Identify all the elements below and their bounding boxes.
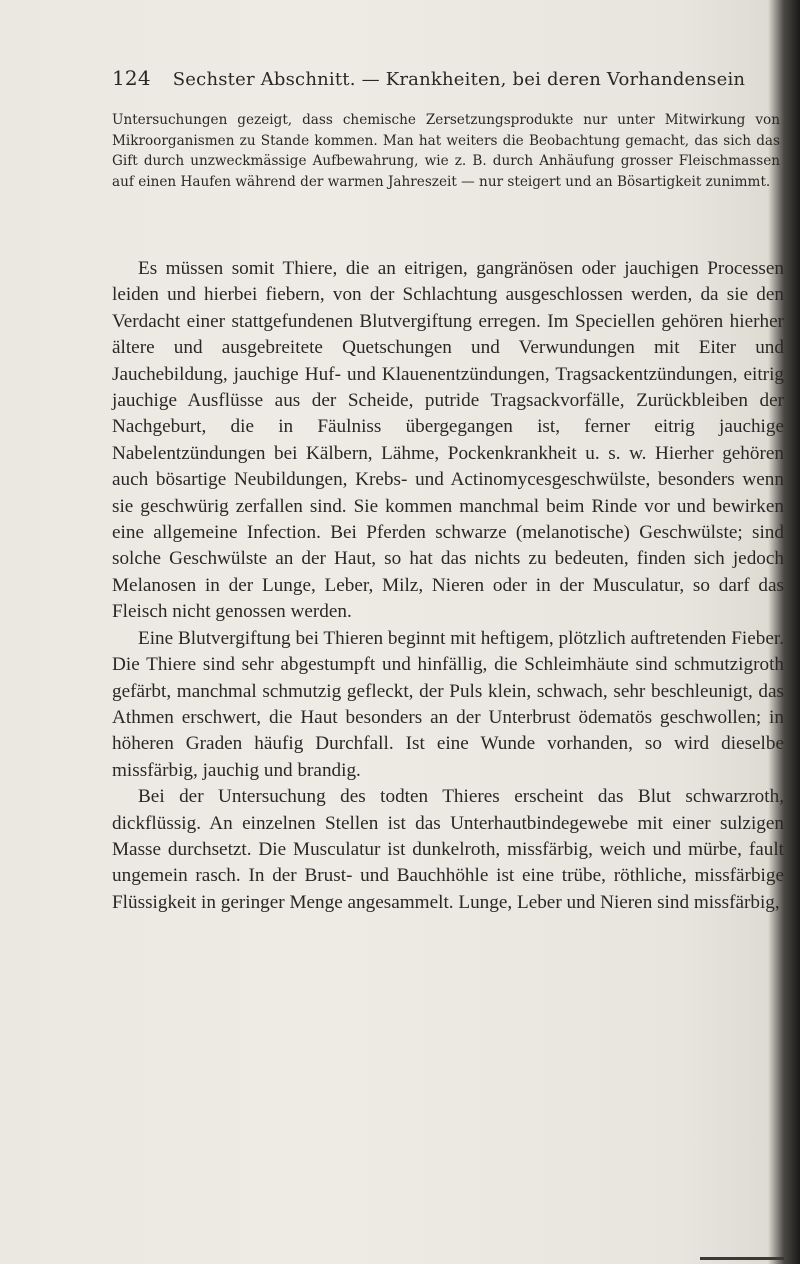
main-text xyxy=(112,256,784,916)
paragraph-2: Eine Blutvergiftung bei Thieren beginnt mit heftigem, plötzlich auftretenden Fieber. Die Thiere sind sehr abgestumpft und hinfällig, die Schleimhäute sind schmutzigroth gefärbt, manchmal schmutzig gefleckt, der Puls klein, schwach, sehr beschleunigt, das Athmen erschwert, die Haut besonders an der Unterbrust ödematös geschwollen; in höheren Graden häufig Durchfall. Ist eine Wunde vorhanden, so wird dieselbe missfärbig, jauchig und brandig. xyxy=(112,627,784,781)
running-header xyxy=(112,66,746,96)
page-number: 124 xyxy=(112,66,151,90)
page-edge-mark xyxy=(700,1257,784,1260)
paragraph-3: Bei der Untersuchung des todten Thieres erscheint das Blut schwarzroth, dickflüssig. An einzelnen Stellen ist das Unterhautbindegewebe mit einer sulzigen Masse durchsetzt. Die Musculatur ist dunkelroth, missfärbig, weich und mürbe, fault ungemein rasch. In der Brust- und Bauchhöhle ist eine trübe, röthliche, missfärbige Flüssigkeit in geringer Menge angesammelt. Lunge, Leber und Nieren sind missfärbig, xyxy=(112,786,784,913)
paragraph-1: Es müssen somit Thiere, die an eitrigen, gangränösen oder jauchigen Processen leiden und hierbei fiebern, von der Schlachtung ausgeschlossen werden, da sie den Verdacht einer stattgefundenen Blutvergiftung erregen. Im Speciellen gehören hierher ältere und ausgebreitete Quetschungen und Verwundungen mit Eiter und Jauchebildung, jauchige Huf- und Klauenentzündungen, Tragsackentzündungen, eitrig jauchige Ausflüsse aus der Scheide, putride Tragsackvorfälle, Zurückbleiben der Nachgeburt, die in Fäulniss übergegangen ist, ferner eitrig jauchige Nabelentzündungen bei Kälbern, Lähme, Pockenkrankheit u. s. w. Hierher gehören auch bösartige Neubildungen, Krebs- und Actinomycesgeschwülste, besonders wenn sie geschwürig zerfallen sind. Sie kommen manchmal beim Rinde vor und bewirken eine allgemeine Infection. Bei Pferden schwarze (melanotische) Geschwülste; sind solche Geschwülste an der Haut, so hat das nichts zu bedeuten, finden sich jedoch Melanosen in der Lunge, Leber, Milz, Nieren oder in der Musculatur, so darf das Fleisch nicht genossen werden. xyxy=(112,258,784,623)
running-title: Sechster Abschnitt. — Krankheiten, bei deren Vorhandensein xyxy=(172,69,746,90)
small-print-passage xyxy=(112,110,780,192)
small-print-text: Untersuchungen gezeigt, dass chemische Zersetzungsprodukte nur unter Mitwirkung von Mikroorganismen zu Stande kommen. Man hat weiters die Beobachtung gemacht, das sich das Gift durch unzweckmässige Aufbewahrung, wie z. B. durch Anhäufung grosser Fleischmassen auf einen Haufen während der warmen Jahreszeit — nur steigert und an Bösartigkeit zunimmt. xyxy=(112,112,780,190)
